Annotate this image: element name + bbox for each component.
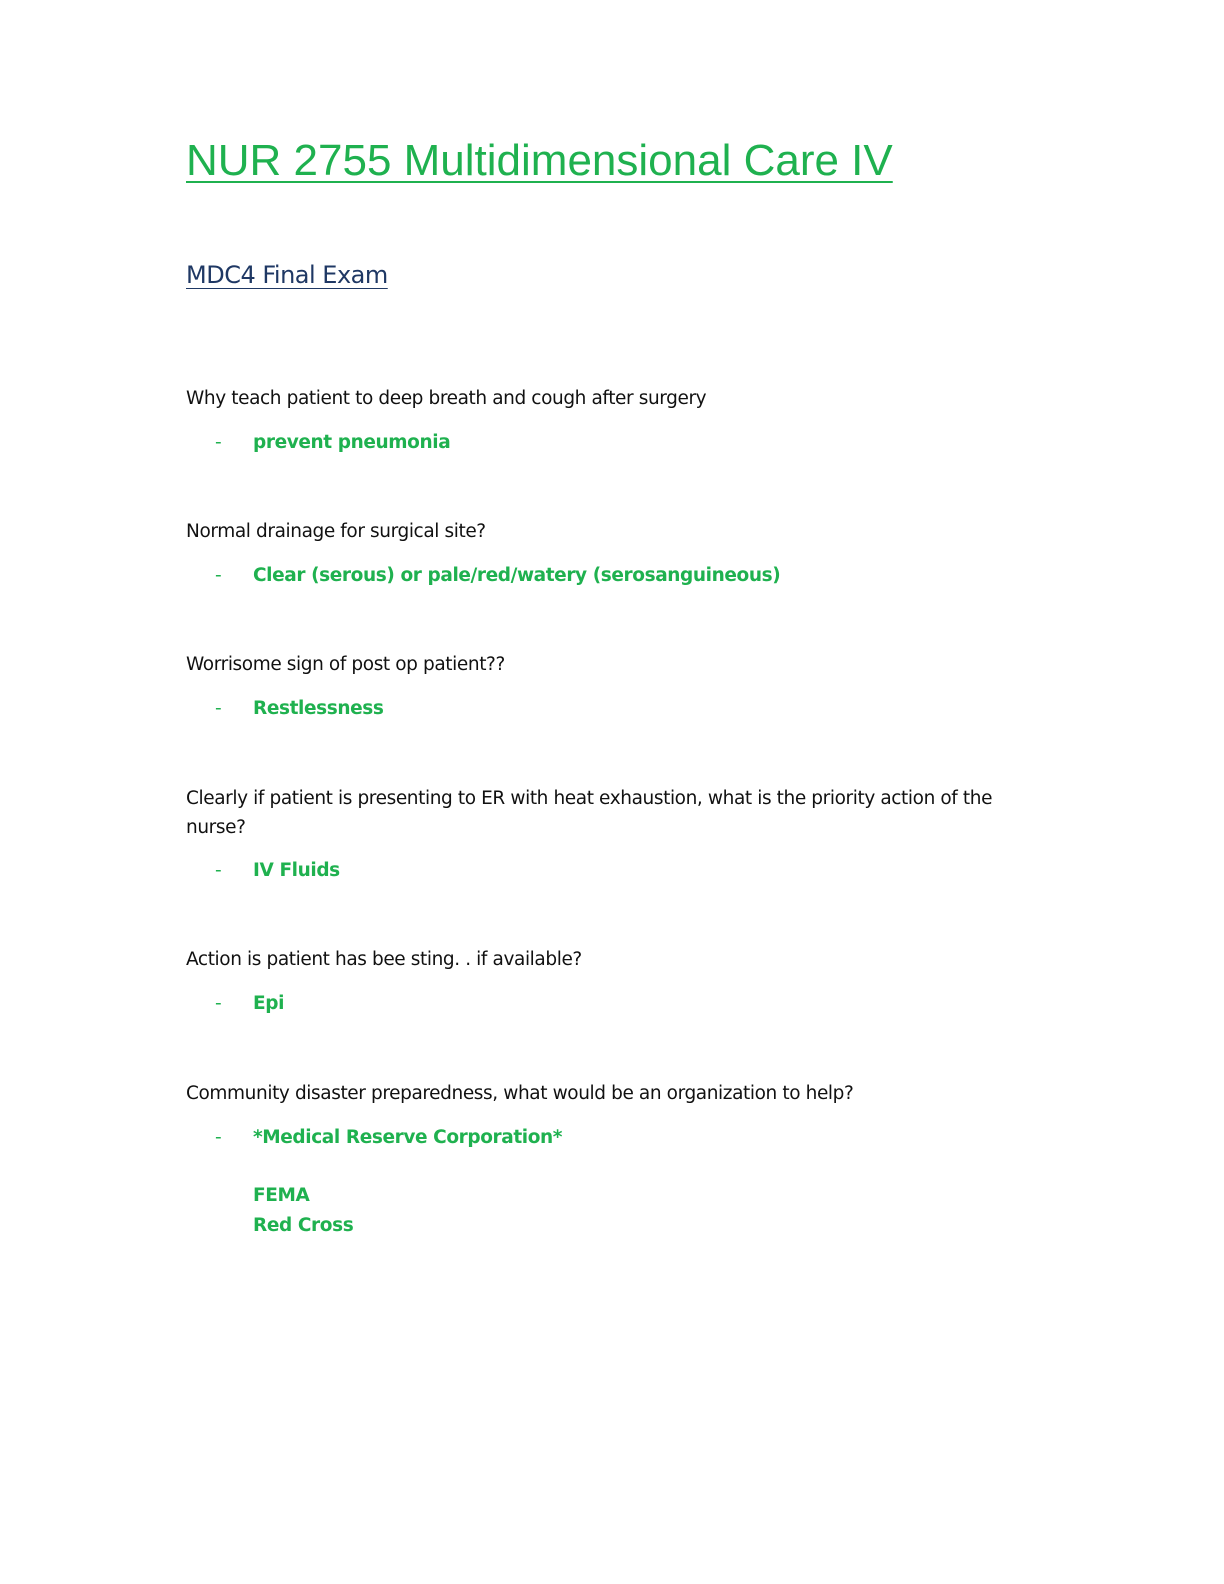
answer-2 (215, 561, 780, 591)
bullet-dash: - (215, 698, 222, 719)
question-5: Action is patient has bee sting. . if available? (186, 949, 582, 970)
bullet-dash: - (215, 860, 222, 881)
question-1: Why teach patient to deep breath and cough after surgery (186, 388, 707, 409)
answer-2-text: Clear (serous) or pale/red/watery (serosanguineous) (253, 565, 781, 586)
answer-5-text: Epi (253, 993, 285, 1014)
answer-3 (215, 694, 384, 724)
answer-6 (215, 1123, 562, 1153)
answer-1-text: prevent pneumonia (253, 432, 451, 453)
bullet-dash: - (215, 1127, 222, 1148)
answer-6-extra-2: Red Cross (253, 1215, 354, 1236)
answer-6-text: *Medical Reserve Corporation* (253, 1127, 563, 1148)
document-title: NUR 2755 Multidimensional Care IV (186, 136, 893, 185)
question-4: Clearly if patient is presenting to ER with heat exhaustion, what is the priority action of the nurse? (186, 788, 993, 838)
bullet-dash: - (215, 993, 222, 1014)
bullet-dash: - (215, 565, 222, 586)
question-2: Normal drainage for surgical site? (186, 521, 486, 542)
answer-3-text: Restlessness (253, 698, 384, 719)
question-6: Community disaster preparedness, what would be an organization to help? (186, 1083, 854, 1104)
answer-4 (215, 856, 340, 886)
answer-5 (215, 989, 284, 1019)
document-subtitle: MDC4 Final Exam (186, 261, 388, 289)
question-3: Worrisome sign of post op patient?? (186, 654, 505, 675)
bullet-dash: - (215, 432, 222, 453)
answer-6-extra-1: FEMA (253, 1185, 310, 1206)
answer-4-text: IV Fluids (253, 860, 340, 881)
answer-1 (215, 428, 450, 458)
